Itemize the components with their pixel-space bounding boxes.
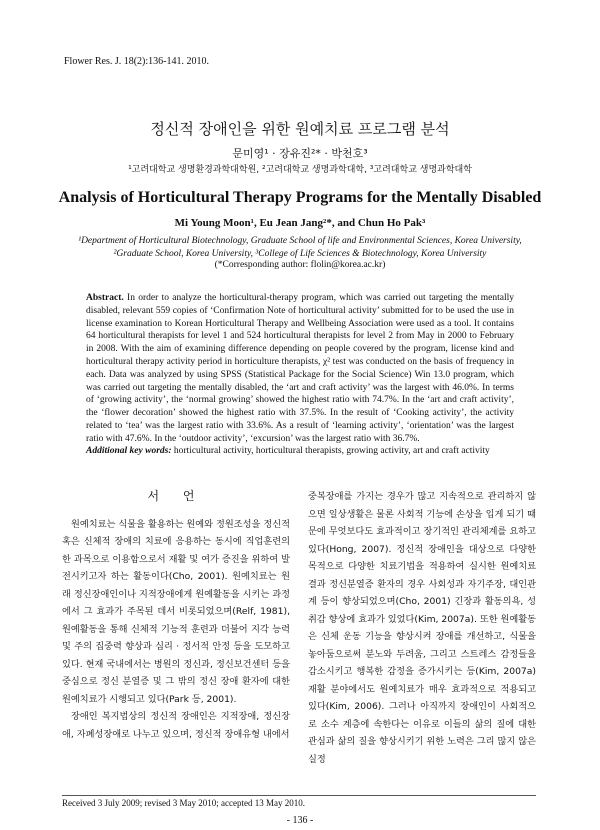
keywords (86, 446, 514, 456)
korean-affiliations: ¹고려대학교 생명환경과학대학원, ²고려대학교 생명과학대학, ³고려대학교 생명과학대학 (128, 165, 472, 175)
right-paragraph-1: 중복장애를 가지는 경우가 많고 지속적으로 관리하지 않으면 일상생활은 물론 사회적 기능에 손상을 입게 되기 때문에 무엇보다도 효과적이고 장기적인 관리체계를 요하고 있다(Hong, 2007). 정신적 장애인을 대상으로 다양한 목적으로 다양한 치료기법을 적용하여 실시한 원예치료 결과 정신분열증 환자의 경우 사회성과 자기주장, 대인관계 등이 향상되었으며(Cho, 2001) 긴장과 활동의욕, 성취감 향상에 효과가 있었다(Kim, 2007a). 또한 원예활동은 신체 운동 기능을 향상시켜 장애를 개선하고, 식물을 놓아둠으로써 분노와 두려움, 그리고 스트레스 감정들을 감소시키고 행복한 감정을 증가시키는 등(Kim, 2007a) 재활 분야에서도 원예치료가 매우 효과적으로 적용되고 있다(Kim, 2006). 그러나 아직까지 장애인이 사회적으로 소수 계층에 속한다는 이유로 이들의 삶의 질에 대한 관심과 삶의 질을 향상시키기 위한 노력은 그리 많지 않은 실정 (308, 491, 536, 765)
left-paragraph-2: 장애인 복지법상의 정신적 장애인은 지적장애, 정신장애, 자폐성장애로 나누고 있으며, 정신적 장애유형 내에서 (62, 711, 290, 740)
abstract-label: Abstract. (86, 293, 124, 303)
keywords-text: horticultural activity, horticultural therapists, growing activity, art and craft activity (173, 446, 490, 456)
section-title-introduction: 서 언 (147, 489, 205, 503)
english-affiliations (40, 235, 560, 261)
abstract (86, 292, 514, 446)
corresponding-author: (*Corresponding author: flolin@korea.ac.kr) (214, 260, 386, 270)
affiliation-line-2: ²Graduate School, Korea University, ³College of Life Sciences & Biotechnology, Korea University (113, 249, 487, 259)
english-authors: Mi Young Moon¹, Eu Jean Jang²*, and Chun Ho Pak³ (174, 217, 426, 229)
right-column (308, 488, 536, 768)
left-paragraph-1: 원예치료는 식물을 활용하는 원예와 정원조성을 정신적 혹은 신체적 장애의 치료에 응용하는 동시에 직업훈련의 한 과목으로 이용함으로서 재활 및 여가 증진을 위하여 발전시키고자 하는 활동이다(Cho, 2001). 원예치료는 원래 정신장애인이나 지적장애에게 원예활동을 시키는 과정에서 그 효과가 주목된 데서 비롯되었으며(Relf, 1981), 원예활동을 통해 신체적 기능적 훈련과 더불어 지각 능력 및 주의 집중력 향상과 심리 · 정서적 안정 등을 도모하고 있다. 현재 국내에서는 병원의 정신과, 정신보건센터 등을 중심으로 정신 분열증 및 그 밖의 정신 장애 환자에 대한 원예치료가 시행되고 있다(Park 등, 2001). (62, 518, 290, 705)
english-title: Analysis of Horticultural Therapy Programs for the Mentally Disabled (58, 189, 542, 206)
keywords-label: Additional key words: (86, 446, 172, 456)
footnote-divider (62, 795, 536, 796)
affiliation-line-1: ¹Department of Horticultural Biotechnology, Graduate School of life and Environmental Sciences, Korea University, (78, 236, 522, 246)
korean-title: 정신적 장애인을 위한 원예치료 프로그램 분석 (150, 120, 450, 138)
received-dates: Received 3 July 2009; revised 3 May 2010; accepted 13 May 2010. (62, 798, 305, 808)
korean-authors: 문미영¹ · 장유진²* · 박천호³ (232, 147, 368, 160)
left-column (62, 488, 290, 743)
journal-citation: Flower Res. J. 18(2):136-141. 2010. (64, 56, 209, 67)
abstract-text: In order to analyze the horticultural-therapy program, which was carried out targeting the mentally disabled, relevant 559 copies of ‘Confirmation Note of horticultural activity’ submitted for to be used the use in license examination to Korean Horticultural Therapy and Wellbeing Association were used as a tool. It contains 64 horticultural therapists for level 1 and 524 horticultural therapists for level 2 from May in 2000 to February in 2008. With the aim of examining difference depending on people covered by the program, license kind and horticultural therapy activity period in horticulture therapists, χ² test was conducted on the basis of frequency in each. Data was analyzed by using SPSS (Statistical Package for the Social Science) Win 13.0 program, which was carried out targeting the mentally disabled, the ‘art and craft activity’ was the largest with 46.0%. In terms of ‘growing activity’, the ‘normal growing’ showed the highest ratio with 74.7%. In the ‘art and craft activity’, the ‘flower decoration’ showed the highest ratio with 37.5%. In the result of ‘Cooking activity’, the activity related to ‘tea’ was the largest ratio with 33.6%. As a result of ‘learning activity’, ‘orientation’ was the largest ratio with 47.6%. In the ‘outdoor activity’, ‘excursion’ was the largest ratio with 36.7%. (86, 293, 515, 444)
page-number: - 136 - (286, 815, 314, 826)
